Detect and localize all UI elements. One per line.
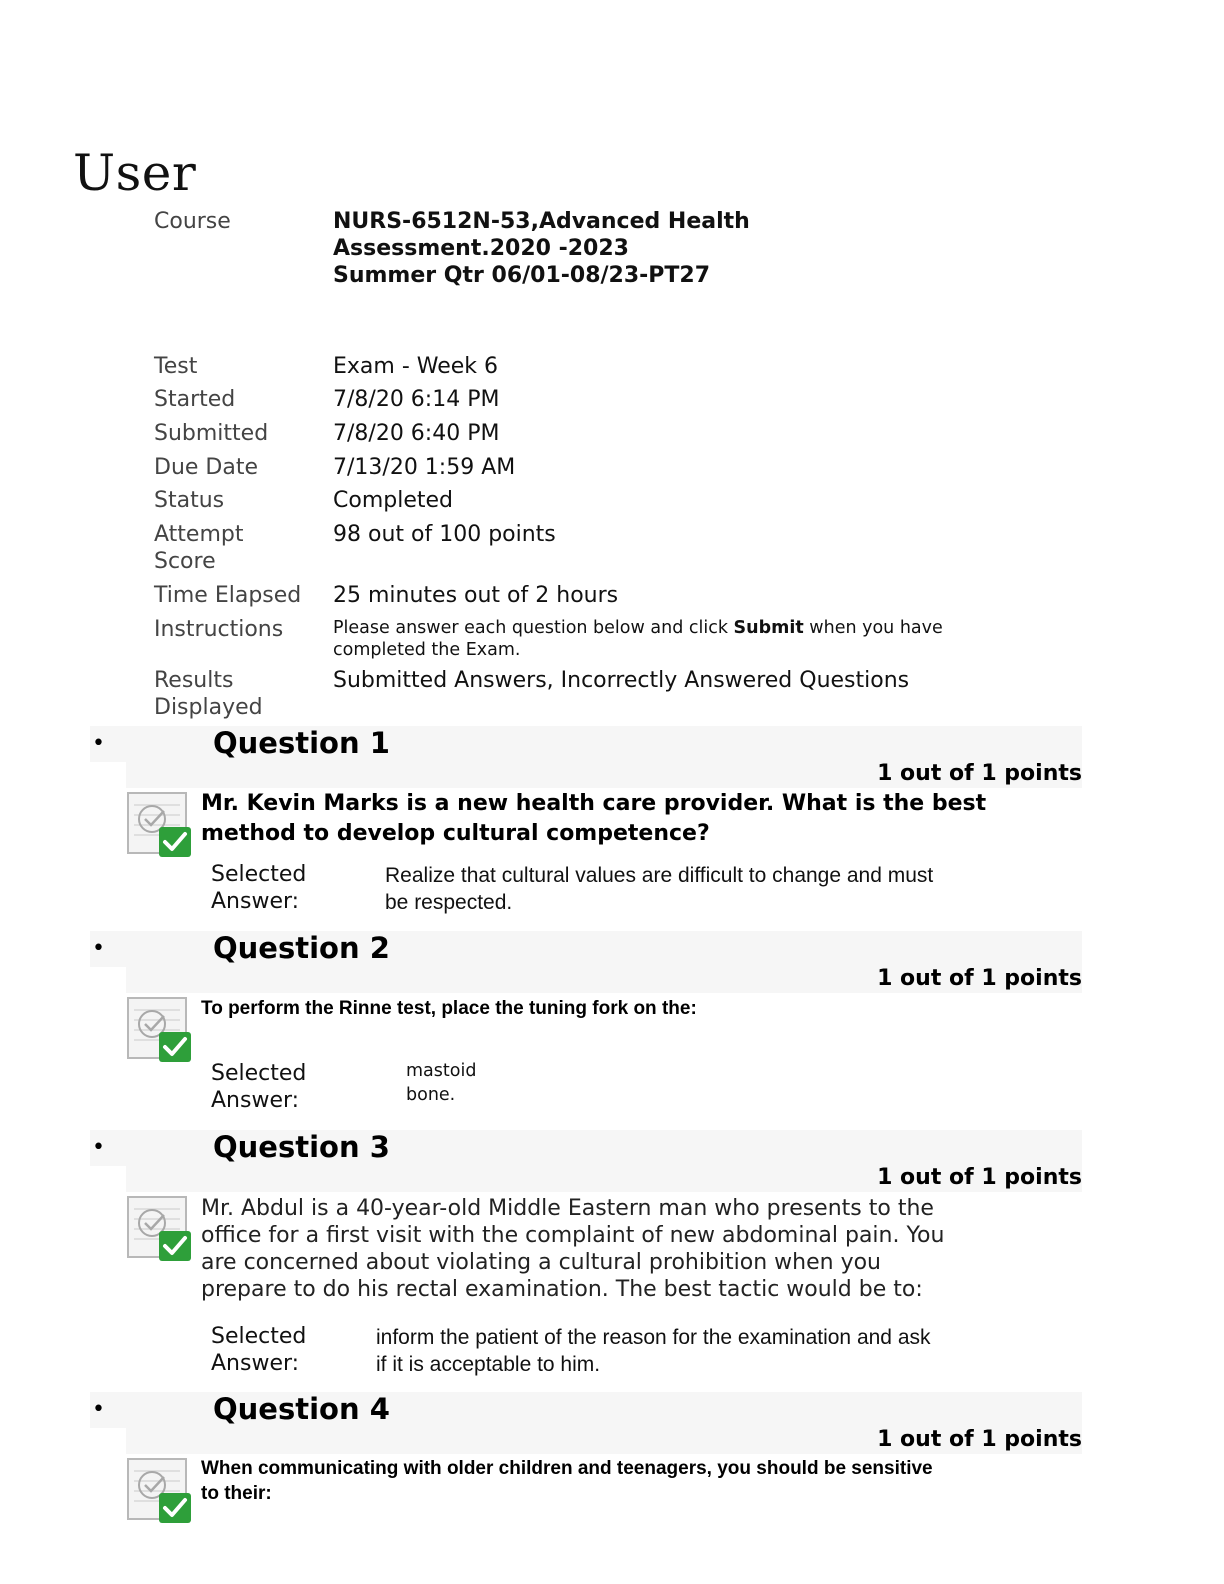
question-text-line: method to develop cultural competence? bbox=[201, 821, 710, 846]
results-displayed-value: Submitted Answers, Incorrectly Answered Questions bbox=[333, 668, 910, 693]
correct-check-icon bbox=[126, 1195, 194, 1263]
instructions-value bbox=[333, 617, 1033, 661]
selected-answer-label-line: Answer: bbox=[211, 1351, 300, 1376]
question-text-line: To perform the Rinne test, place the tuning fork on the: bbox=[201, 998, 697, 1019]
list-bullet: • bbox=[92, 1135, 105, 1160]
test-label: Test bbox=[154, 354, 198, 379]
list-bullet: • bbox=[92, 936, 105, 961]
started-label: Started bbox=[154, 387, 236, 412]
course-value bbox=[333, 208, 893, 289]
selected-answer-label bbox=[211, 1060, 361, 1114]
question-text-line: Mr. Abdul is a 40-year-old Middle Eastern man who presents to the bbox=[201, 1196, 934, 1221]
question-title: Question 3 bbox=[213, 1130, 390, 1164]
status-label: Status bbox=[154, 488, 225, 513]
question-text-line: to their: bbox=[201, 1483, 272, 1504]
question-title: Question 1 bbox=[213, 726, 390, 760]
instructions-text: Please answer each question below and click bbox=[333, 618, 734, 638]
question-text-line: Mr. Kevin Marks is a new health care provider. What is the best bbox=[201, 791, 987, 816]
question-text-line: office for a first visit with the complaint of new abdominal pain. You bbox=[201, 1223, 945, 1248]
selected-answer-line: be respected. bbox=[385, 891, 513, 914]
results-displayed-label-line: Displayed bbox=[154, 695, 263, 720]
question-text bbox=[201, 1456, 1001, 1506]
attempt-score-label-line: Score bbox=[154, 549, 216, 574]
question-text bbox=[201, 1195, 1001, 1303]
started-value: 7/8/20 6:14 PM bbox=[333, 387, 500, 412]
test-value: Exam - Week 6 bbox=[333, 354, 499, 379]
course-value-line: Summer Qtr 06/01-08/23-PT27 bbox=[333, 263, 711, 288]
selected-answer-label-line: Answer: bbox=[211, 1088, 300, 1113]
status-value: Completed bbox=[333, 488, 453, 513]
selected-answer-label-line: Selected bbox=[211, 862, 307, 887]
question-text bbox=[201, 996, 1001, 1021]
selected-answer-value bbox=[406, 1059, 526, 1107]
submitted-label: Submitted bbox=[154, 421, 269, 446]
selected-answer-label-line: Selected bbox=[211, 1324, 307, 1349]
instructions-text: when you have completed the Exam. bbox=[333, 618, 943, 660]
correct-check-icon bbox=[126, 791, 194, 859]
question-points: 1 out of 1 points bbox=[877, 761, 1082, 786]
selected-answer-line: inform the patient of the reason for the examination and ask bbox=[376, 1326, 931, 1349]
instructions-submit-word: Submit bbox=[733, 618, 804, 638]
selected-answer-line: mastoid bbox=[406, 1061, 477, 1081]
list-bullet: • bbox=[92, 1397, 105, 1422]
correct-check-icon bbox=[126, 996, 194, 1064]
time-elapsed-value: 25 minutes out of 2 hours bbox=[333, 583, 619, 608]
list-bullet: • bbox=[92, 731, 105, 756]
attempt-score-label bbox=[154, 521, 326, 575]
course-value-line: Assessment.2020 -2023 bbox=[333, 236, 629, 261]
selected-answer-label bbox=[211, 861, 361, 915]
time-elapsed-label: Time Elapsed bbox=[154, 583, 302, 608]
question-title: Question 2 bbox=[213, 931, 390, 965]
question-text-line: prepare to do his rectal examination. The best tactic would be to: bbox=[201, 1277, 923, 1302]
instructions-label: Instructions bbox=[154, 617, 284, 642]
selected-answer-label-line: Selected bbox=[211, 1061, 307, 1086]
question-points: 1 out of 1 points bbox=[877, 966, 1082, 991]
selected-answer-value bbox=[385, 862, 1015, 916]
submitted-value: 7/8/20 6:40 PM bbox=[333, 421, 500, 446]
due-date-label: Due Date bbox=[154, 455, 258, 480]
selected-answer-label-line: Answer: bbox=[211, 889, 300, 914]
correct-check-icon bbox=[126, 1457, 194, 1525]
question-text bbox=[201, 789, 1001, 849]
results-displayed-label-line: Results bbox=[154, 668, 234, 693]
page-title: User bbox=[73, 144, 197, 202]
question-text-line: When communicating with older children and teenagers, you should be sensitive bbox=[201, 1458, 933, 1479]
selected-answer-line: Realize that cultural values are difficult to change and must bbox=[385, 864, 934, 887]
due-date-value: 7/13/20 1:59 AM bbox=[333, 455, 516, 480]
selected-answer-label bbox=[211, 1323, 361, 1377]
attempt-score-value: 98 out of 100 points bbox=[333, 522, 556, 547]
question-title: Question 4 bbox=[213, 1392, 390, 1426]
results-displayed-label bbox=[154, 667, 326, 721]
selected-answer-value bbox=[376, 1324, 1006, 1378]
question-points: 1 out of 1 points bbox=[877, 1427, 1082, 1452]
selected-answer-line: bone. bbox=[406, 1085, 456, 1105]
question-points: 1 out of 1 points bbox=[877, 1165, 1082, 1190]
selected-answer-line: if it is acceptable to him. bbox=[376, 1353, 601, 1376]
question-text-line: are concerned about violating a cultural prohibition when you bbox=[201, 1250, 882, 1275]
course-label: Course bbox=[154, 209, 231, 234]
course-value-line: NURS-6512N-53,Advanced Health bbox=[333, 209, 750, 234]
attempt-score-label-line: Attempt bbox=[154, 522, 244, 547]
